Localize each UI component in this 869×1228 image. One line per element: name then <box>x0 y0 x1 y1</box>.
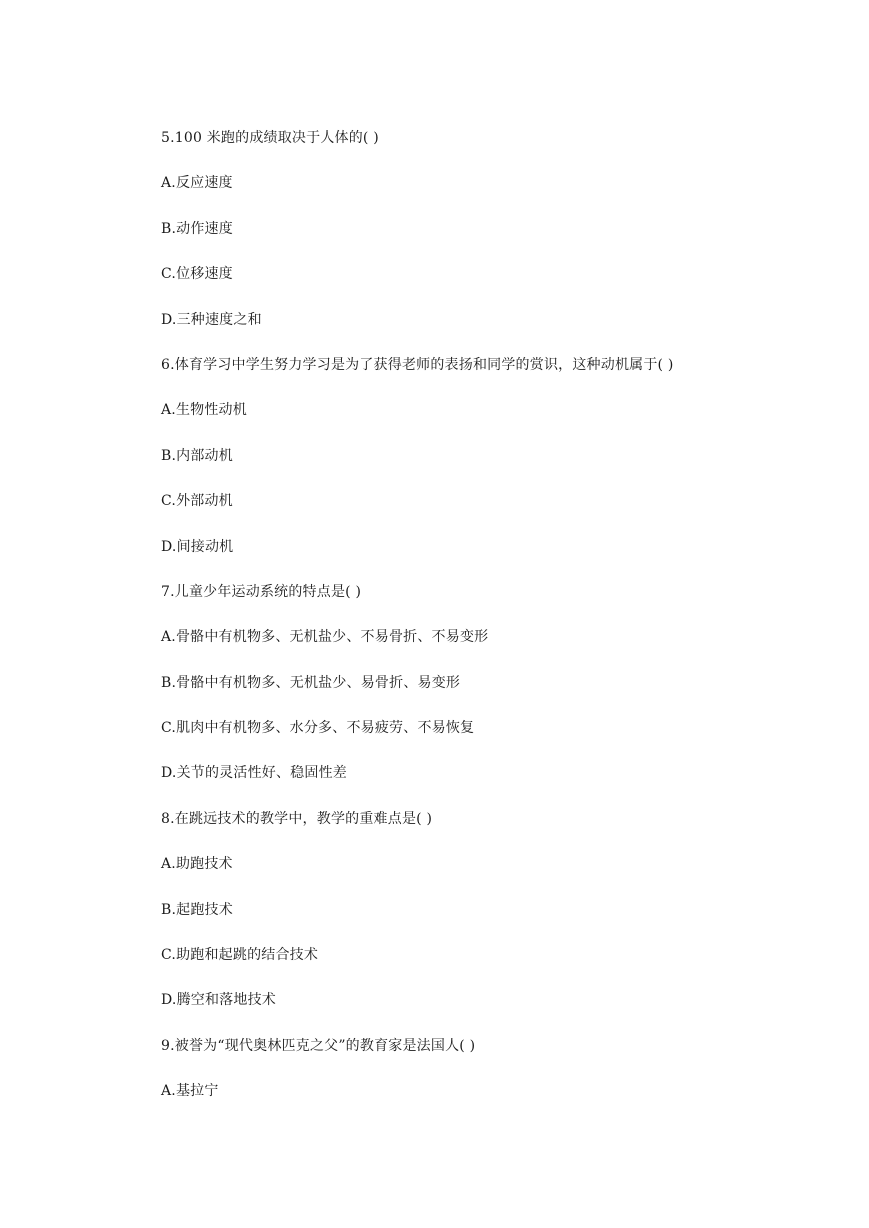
question-7-stem: 7.儿童少年运动系统的特点是( ) <box>161 583 362 600</box>
question-6-stem: 6.体育学习中学生努力学习是为了获得老师的表扬和同学的赏识，这种动机属于( ) <box>161 356 674 373</box>
question-5-option-d: D.三种速度之和 <box>161 311 262 328</box>
question-list <box>161 127 841 1126</box>
question-5-option-b: B.动作速度 <box>161 220 233 237</box>
question-7-option-a: A.骨骼中有机物多、无机盐少、不易骨折、不易变形 <box>161 629 489 646</box>
question-8-stem: 8.在跳远技术的教学中，教学的重难点是( ) <box>161 810 433 827</box>
question-9-option-a: A.基拉宁 <box>161 1083 219 1100</box>
question-6-option-a: A.生物性动机 <box>161 402 247 419</box>
question-9-stem: 9.被誉为“现代奥林匹克之父”的教育家是法国人( ) <box>161 1037 476 1054</box>
question-6-option-c: C.外部动机 <box>161 493 233 510</box>
question-7-option-d: D.关节的灵活性好、稳固性差 <box>161 765 347 782</box>
question-6-option-d: D.间接动机 <box>161 538 234 555</box>
question-5-option-c: C.位移速度 <box>161 266 233 283</box>
question-8-option-d: D.腾空和落地技术 <box>161 992 276 1009</box>
question-8-option-c: C.助跑和起跳的结合技术 <box>161 947 319 964</box>
question-5-stem: 5.100 米跑的成绩取决于人体的( ) <box>161 130 379 146</box>
question-6-option-b: B.内部动机 <box>161 447 233 464</box>
question-5-option-a: A.反应速度 <box>161 175 233 192</box>
question-7-option-b: B.骨骼中有机物多、无机盐少、易骨折、易变形 <box>161 674 461 691</box>
question-7-option-c: C.肌肉中有机物多、水分多、不易疲劳、不易恢复 <box>161 720 475 737</box>
question-8-option-a: A.助跑技术 <box>161 856 233 873</box>
question-8-option-b: B.起跑技术 <box>161 901 233 918</box>
